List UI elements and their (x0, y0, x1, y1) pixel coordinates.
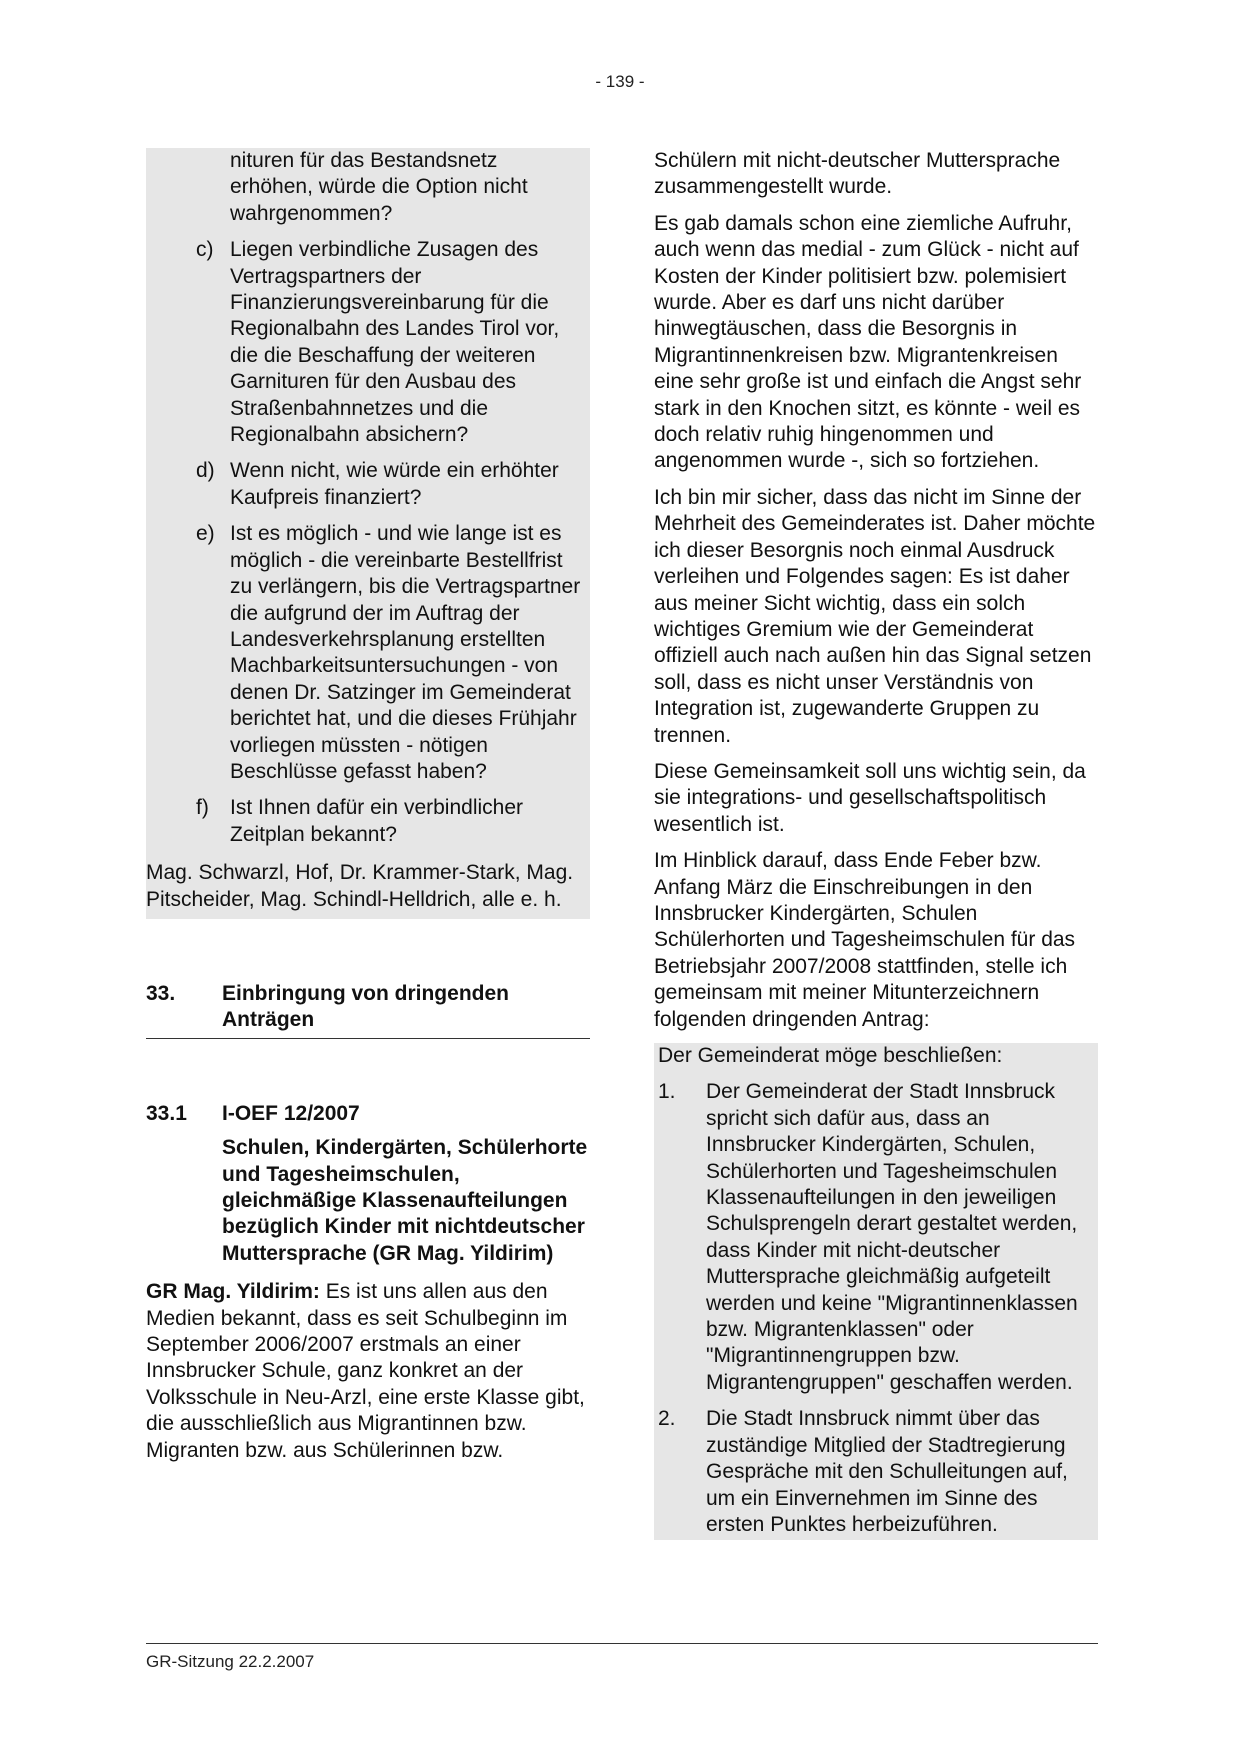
page-number: - 139 - (595, 72, 645, 91)
motion-item (658, 1406, 1094, 1538)
question-text: Ist Ihnen dafür ein verbindlicher Zeitplan bekannt? (230, 796, 524, 846)
subsection-heading (146, 1101, 590, 1127)
speech-text: Es ist uns allen aus den Medien bekannt, dass es seit Schulbeginn im September 2006/2007 erstmals an einer Innsbrucker Schule, ganz konkret an der Volksschule in Neu-Arzl, eine erste Klasse gibt, die ausschließlich aus Migrantinnen bzw. Migranten bzw. aus Schülerinnen bzw. (146, 1280, 585, 1462)
question-text: Liegen verbindliche Zusagen des Vertragspartners der Finanzierungsvereinbarung für die Regionalbahn des Landes Tirol vor, die die Beschaffung der weiteren Garnituren für den Ausbau des Straßenbahnnetzes und die Regionalbahn absichern? (230, 238, 560, 447)
body-paragraph: Es gab damals schon eine ziemliche Aufruhr, auch wenn das medial - zum Glück - nicht auf Kosten der Kinder politisiert bzw. polemisiert wurde. Aber es darf uns nicht darüber hinwegtäuschen, dass die Besorgnis in Migrantinnenkreisen bzw. Migrantenkreisen eine sehr große ist und einfach die Angst sehr stark in den Knochen sitzt, es könnte - weil es doch relativ ruhig hingenommen und angenommen wurde -, sich so fortziehen. (654, 211, 1082, 473)
inquiry-block (146, 148, 590, 919)
question-text: Ist es möglich - und wie lange ist es möglich - die vereinbarte Bestellfrist zu verlängern, bis die Vertragspartner die aufgrund der im Auftrag der Landesverkehrsplanung erstellten Machbarkeitsuntersuchungen - von denen Dr. Satzinger im Gemeinderat berichtet hat, und die dieses Frühjahr vorliegen müssten - nötigen Beschlüsse gefasst haben? (230, 522, 581, 783)
body-paragraph: Ich bin mir sicher, dass das nicht im Sinne der Mehrheit des Gemeinderates ist. Daher möchte ich dieser Besorgnis noch einmal Ausdruck verleihen und Folgendes sagen: Es ist daher aus meiner Sicht wichtig, dass ein solch wichtiges Gremium wie der Gemeinderat offiziell auch nach außen hin das Signal setzen soll, dass es nicht unser Verständnis von Integration ist, zugewanderte Gruppen zu trennen. (654, 485, 1096, 747)
question-item (196, 521, 586, 785)
left-column (146, 148, 590, 1474)
signers: Mag. Schwarzl, Hof, Dr. Krammer-Stark, Mag. Pitscheider, Mag. Schindl-Helldrich, alle e. h. (146, 861, 574, 911)
motion-text: Die Stadt Innsbruck nimmt über das zuständige Mitglied der Stadtregierung Gespräche mit den Schulleitungen auf, um ein Einvernehmen im Sinne des ersten Punktes herbeizuführen. (706, 1407, 1068, 1536)
speech-paragraph (146, 1279, 590, 1464)
body-paragraph: Diese Gemeinsamkeit soll uns wichtig sein, da sie integrations- und gesellschaftspolitisch wesentlich ist. (654, 759, 1086, 836)
subsection-number: 33.1 (146, 1101, 187, 1125)
motion-item (658, 1079, 1094, 1396)
question-item (196, 795, 586, 848)
body-paragraph: Schülern mit nicht-deutscher Muttersprache zusammengestellt wurde. (654, 149, 1061, 199)
body-paragraph: Im Hinblick darauf, dass Ende Feber bzw. Anfang März die Einschreibungen in den Innsbrucker Kindergärten, Schulen Schülerhorten und Tagesheimschulen für das Betriebsjahr 2007/2008 stattfinden, stelle ich gemeinsam mit meiner Mitunterzeichnern folgenden dringenden Antrag: (654, 849, 1076, 1031)
motion-intro: Der Gemeinderat möge beschließen: (658, 1044, 1003, 1067)
question-marker: c) (196, 238, 214, 262)
subsection-id: I-OEF 12/2007 (222, 1101, 360, 1125)
question-list (146, 237, 590, 848)
section-heading (146, 981, 590, 1039)
question-marker: d) (196, 459, 215, 483)
speaker-name: GR Mag. Yildirim: (146, 1280, 320, 1304)
motion-block (654, 1043, 1098, 1540)
motion-text: Der Gemeinderat der Stadt Innsbruck spricht sich dafür aus, dass an Innsbrucker Kindergärten, Schulen, Schülerhorten und Tagesheimschulen Klassenaufteilungen in den jeweiligen Schulsprengeln derart gestaltet werden, dass Kinder mit nicht-deutscher Muttersprache gleichmäßig aufgeteilt werden und keine "Migrantinnenklassen bzw. Migrantenklassen" oder "Migrantinnengruppen bzw. Migrantengruppen" geschaffen werden. (706, 1080, 1078, 1394)
footer-divider (146, 1643, 1098, 1644)
motion-marker: 2. (658, 1407, 676, 1431)
question-item (196, 458, 586, 511)
motion-marker: 1. (658, 1080, 676, 1104)
motion-list (658, 1079, 1094, 1538)
question-marker: e) (196, 522, 215, 546)
inquiry-continuation: nituren für das Bestandsnetz erhöhen, würde die Option nicht wahrgenommen? (230, 149, 528, 225)
question-text: Wenn nicht, wie würde ein erhöhter Kaufpreis finanziert? (230, 459, 559, 509)
section-number: 33. (146, 981, 176, 1005)
footer: GR-Sitzung 22.2.2007 (146, 1652, 315, 1671)
section-title: Einbringung von dringenden Anträgen (222, 981, 509, 1032)
right-column (654, 148, 1098, 1540)
subsection-title: Schulen, Kindergärten, Schülerhorte und Tagesheimschulen, gleichmäßige Klassenaufteilungen bezüglich Kinder mit nichtdeutscher Muttersprache (GR Mag. Yildirim) (222, 1136, 588, 1265)
question-marker: f) (196, 796, 209, 820)
question-item (196, 237, 586, 448)
